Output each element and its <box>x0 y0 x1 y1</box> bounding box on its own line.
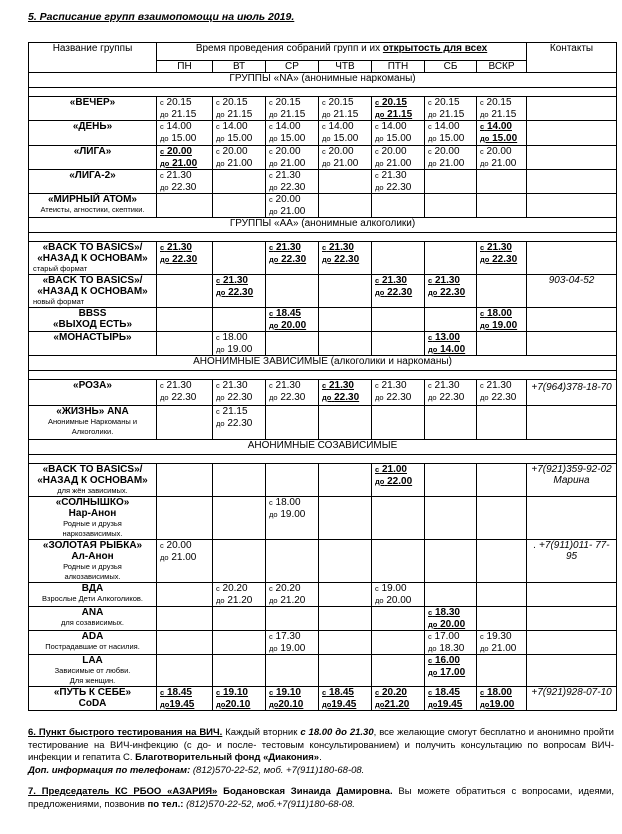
time-cell: с 18.00 до 19.00 <box>266 497 319 540</box>
time-cell: с 14.00 до 15.00 <box>213 121 266 146</box>
time-cell: с 20.15 до 21.15 <box>266 97 319 121</box>
time-cell-empty <box>213 655 266 687</box>
section-header-aa: ГРУППЫ «АА» (анонимные алкоголики) <box>29 218 617 233</box>
time-cell-empty <box>425 308 477 332</box>
time-cell: с 21.30 до 22.30 <box>213 380 266 406</box>
group-description: Пострадавшие от насилия. <box>45 642 140 651</box>
day-header: СБ <box>425 61 477 73</box>
time-cell-empty <box>266 406 319 440</box>
group-name-cell <box>29 631 157 655</box>
group-name-cell <box>29 380 157 406</box>
time-cell-open: с 18.30 до 20.00 <box>425 607 477 631</box>
time-cell-empty <box>477 655 527 687</box>
section-header-na: ГРУППЫ «NA» (анонимные наркоманы) <box>29 73 617 88</box>
group-description: для созависимых. <box>61 618 124 627</box>
table-row <box>29 583 617 607</box>
info-phones: (812)570-22-52, моб. +7(911)180-68-08. <box>190 764 365 776</box>
group-name: Нар-Анон <box>68 508 117 519</box>
time-cell-empty <box>319 583 372 607</box>
time-cell-open: с 19.10 до20.10 <box>266 687 319 711</box>
column-header-contacts: Контакты <box>527 43 617 73</box>
group-name: «BACK TO BASICS»/ <box>42 275 143 286</box>
time-cell-empty <box>372 497 425 540</box>
time-cell-open: с 21.30 до 22.30 <box>319 242 372 275</box>
time-cell: с 21.30 до 22.30 <box>372 170 425 194</box>
group-description: новый формат <box>33 297 85 306</box>
contact-cell <box>527 607 617 631</box>
contact-cell <box>527 655 617 687</box>
day-header: ПН <box>157 61 213 73</box>
time-cell-empty <box>372 607 425 631</box>
column-header-time: Время проведения собраний групп и их открытость для всех <box>157 43 527 61</box>
time-cell-empty <box>319 540 372 583</box>
group-name-cell <box>29 687 157 711</box>
time-cell: с 20.00 до 21.00 <box>266 146 319 170</box>
time-cell-open: с 21.30 до 22.30 <box>319 380 372 406</box>
time-cell-empty <box>213 194 266 218</box>
group-name: ADA <box>81 631 104 642</box>
time-cell-empty <box>477 194 527 218</box>
time-cell-empty <box>157 332 213 356</box>
time-cell-open: с 21.30 до 22.30 <box>425 275 477 308</box>
table-row <box>29 308 617 332</box>
contact-cell: +7(921)928-07-10 <box>527 687 617 711</box>
contact-cell <box>527 406 617 440</box>
time-cell-empty <box>213 540 266 583</box>
table-row <box>29 540 617 583</box>
time-cell: с 21.15 до 22.30 <box>213 406 266 440</box>
time-cell: с 21.30 до 22.30 <box>477 380 527 406</box>
tel-label: по тел.: <box>147 798 184 810</box>
paragraph-text: . <box>319 752 322 763</box>
group-name: «ПУТЬ К СЕБЕ» <box>53 687 132 698</box>
time-cell: с 20.00 до 21.00 <box>157 540 213 583</box>
group-name-cell <box>29 146 157 170</box>
contact-cell <box>527 583 617 607</box>
day-header: ЧТВ <box>319 61 372 73</box>
time-cell-empty <box>372 242 425 275</box>
time-cell: с 20.00 до 21.00 <box>477 146 527 170</box>
time-cell-empty <box>425 170 477 194</box>
contact-cell <box>527 308 617 332</box>
group-description: Родные и друзья <box>63 562 122 571</box>
group-name-cell <box>29 464 157 497</box>
spacer <box>29 371 617 380</box>
group-description: Для женщин. <box>69 676 116 685</box>
time-cell-empty <box>319 655 372 687</box>
table-row <box>29 380 617 406</box>
contact-cell <box>527 146 617 170</box>
time-cell-empty <box>477 540 527 583</box>
hiv-testing-paragraph <box>28 727 614 777</box>
time-cell-empty <box>213 464 266 497</box>
time-cell-empty <box>157 497 213 540</box>
info-label: Доп. информация по телефонам: <box>28 764 191 776</box>
contact-cell <box>527 332 617 356</box>
group-description: алкозависимых. <box>64 572 121 581</box>
group-name: «СОЛНЫШКО» <box>55 497 130 508</box>
table-row <box>29 497 617 540</box>
time-cell-open: с 21.00 до 22.00 <box>372 464 425 497</box>
time-cell: с 21.30 до 22.30 <box>425 380 477 406</box>
table-row <box>29 607 617 631</box>
group-description: для жён зависимых. <box>57 486 128 495</box>
group-name: «НАЗАД К ОСНОВАМ» <box>37 286 148 297</box>
time-cell-empty <box>319 332 372 356</box>
time-cell: с 21.30 до 22.30 <box>266 170 319 194</box>
group-name-cell <box>29 242 157 275</box>
time-cell-empty <box>477 275 527 308</box>
time-cell-empty <box>372 332 425 356</box>
chairman-title: 7. Председатель КС РБОО «АЗАРИЯ» <box>28 786 218 797</box>
time-cell-empty <box>157 583 213 607</box>
group-name-cell <box>29 308 157 332</box>
table-row <box>29 275 617 308</box>
time-cell-empty <box>477 170 527 194</box>
time-cell-empty <box>425 583 477 607</box>
group-name: ANA <box>81 607 104 618</box>
chairman-paragraph <box>28 786 614 811</box>
paragraph-text: , все желающие смогут бесплатно и анонимно пройти тестирование на ВИЧ-инфекцию (с до- и после- тестовым консультированием) и получить консультацию по вопросам ВИЧ-инфекции и гепатита С. <box>28 727 614 763</box>
time-cell-open: с 21.30 до 22.30 <box>157 242 213 275</box>
time-cell-empty <box>157 464 213 497</box>
time-cell: с 14.00 до 15.00 <box>266 121 319 146</box>
group-description: Родные и друзья <box>63 519 122 528</box>
time-cell-empty <box>425 242 477 275</box>
time-cell-empty <box>425 497 477 540</box>
group-name: «ВЕЧЕР» <box>69 97 116 108</box>
time-cell-empty <box>477 607 527 631</box>
time-cell: с 19.00 до 20.00 <box>372 583 425 607</box>
section-header-codependent: АНОНИМНЫЕ СОЗАВИСИМЫЕ <box>29 440 617 455</box>
time-cell-empty <box>425 464 477 497</box>
table-row <box>29 631 617 655</box>
time-cell-empty <box>266 655 319 687</box>
table-row <box>29 121 617 146</box>
contact-cell <box>527 97 617 121</box>
time-cell-empty <box>157 194 213 218</box>
time-cell-empty <box>157 655 213 687</box>
time-cell: с 19.30 до 21.00 <box>477 631 527 655</box>
group-name-cell <box>29 406 157 440</box>
time-cell-open: с 18.45 до19.45 <box>425 687 477 711</box>
time-cell-open: с 18.45 до19.45 <box>319 687 372 711</box>
time-cell-empty <box>213 308 266 332</box>
time-cell: с 14.00 до 15.00 <box>372 121 425 146</box>
group-name: CoDA <box>78 698 107 709</box>
time-cell-open: с 16.00 до 17.00 <box>425 655 477 687</box>
time-cell: с 20.15 до 21.15 <box>425 97 477 121</box>
time-cell-empty <box>266 607 319 631</box>
time-cell-empty <box>319 607 372 631</box>
group-name-cell <box>29 121 157 146</box>
time-cell: с 20.00 до 21.00 <box>213 146 266 170</box>
table-row <box>29 170 617 194</box>
chairman-phones: (812)570-22-52, моб.+7(911)180-68-08. <box>183 798 355 810</box>
group-name: «BACK TO BASICS»/ <box>42 464 143 475</box>
time-cell: с 18.00 до 19.00 <box>213 332 266 356</box>
time-cell-open: с 18.45 до 20.00 <box>266 308 319 332</box>
time-cell-empty <box>266 464 319 497</box>
testing-time: с 18.00 до 21.30 <box>300 727 374 738</box>
time-cell: с 20.20 до 21.20 <box>213 583 266 607</box>
time-cell: с 21.30 до 22.30 <box>266 380 319 406</box>
group-name-cell <box>29 540 157 583</box>
time-cell-empty <box>157 607 213 631</box>
table-row <box>29 97 617 121</box>
group-name: «ЖИЗНЬ» ANA <box>56 406 129 417</box>
time-cell-empty <box>425 194 477 218</box>
group-name: «ДЕНЬ» <box>72 121 113 132</box>
schedule-table <box>28 42 617 711</box>
group-name: «НАЗАД К ОСНОВАМ» <box>37 253 148 264</box>
time-cell-empty <box>372 308 425 332</box>
time-cell-open: с 13.00 до 14.00 <box>425 332 477 356</box>
time-cell-empty <box>213 170 266 194</box>
chairman-name: Бодановская Зинаида Дамировна. <box>217 786 393 797</box>
group-name: «ЛИГА-2» <box>69 170 116 181</box>
group-name-cell <box>29 583 157 607</box>
paragraph-text: Каждый вторник <box>222 727 301 738</box>
time-cell-empty <box>372 631 425 655</box>
time-cell-empty <box>477 332 527 356</box>
group-description: наркозависимых. <box>62 529 123 538</box>
time-cell-empty <box>372 406 425 440</box>
group-name: «РОЗА» <box>73 380 112 391</box>
schedule-heading: 5. Расписание групп взаимопомощи на июль 2019. <box>28 11 295 23</box>
time-cell: с 17.00 до 18.30 <box>425 631 477 655</box>
time-cell: с 20.15 до 21.15 <box>477 97 527 121</box>
group-name: BBSS <box>78 308 107 319</box>
table-row <box>29 146 617 170</box>
time-cell: с 21.30 до 22.30 <box>372 380 425 406</box>
time-cell-empty <box>157 275 213 308</box>
time-cell: с 21.30 до 22.30 <box>157 380 213 406</box>
time-cell-open: с 20.15 до 21.15 <box>372 97 425 121</box>
time-cell-open: с 18.00 до 19.00 <box>477 308 527 332</box>
time-cell: с 20.20 до 21.20 <box>266 583 319 607</box>
group-name-cell <box>29 497 157 540</box>
day-header: ВТ <box>213 61 266 73</box>
contact-cell: +7(921)359-92-02 Марина <box>527 464 617 497</box>
spacer <box>29 233 617 242</box>
time-cell-empty <box>319 275 372 308</box>
time-cell-empty <box>425 406 477 440</box>
group-description: Анонимные Наркоманы и Алкоголики. <box>47 417 138 436</box>
time-cell: с 14.00 до 15.00 <box>157 121 213 146</box>
time-cell-empty <box>319 406 372 440</box>
time-cell: с 14.00 до 15.00 <box>425 121 477 146</box>
time-cell-empty <box>477 583 527 607</box>
time-cell-empty <box>319 497 372 540</box>
group-name-cell <box>29 97 157 121</box>
time-cell-open: с 18.00 до19.00 <box>477 687 527 711</box>
time-cell-empty <box>319 194 372 218</box>
group-name-cell <box>29 332 157 356</box>
time-cell-empty <box>319 631 372 655</box>
contact-cell: 903-04-52 <box>527 275 617 308</box>
time-cell-empty <box>157 308 213 332</box>
hiv-testing-title: 6. Пункт быстрого тестирования на ВИЧ. <box>28 727 223 738</box>
group-name: «МИРНЫЙ АТОМ» <box>48 194 137 205</box>
time-cell-empty <box>425 540 477 583</box>
time-cell-empty <box>319 170 372 194</box>
group-description: старый формат <box>33 264 88 273</box>
table-row <box>29 242 617 275</box>
day-header: СР <box>266 61 319 73</box>
time-cell-empty <box>319 308 372 332</box>
time-cell: с 14.00 до 15.00 <box>319 121 372 146</box>
time-cell-empty <box>477 464 527 497</box>
table-row <box>29 406 617 440</box>
contact-cell: . +7(911)011- 77- 95 <box>527 540 617 583</box>
group-name: «BACK TO BASICS»/ <box>42 242 143 253</box>
time-cell-open: с 20.00 до 21.00 <box>157 146 213 170</box>
time-cell: с 20.15 до 21.15 <box>319 97 372 121</box>
time-cell-empty <box>319 464 372 497</box>
fund-name: Благотворительный фонд «Диакония» <box>135 752 320 763</box>
group-name-cell <box>29 194 157 218</box>
time-cell-empty <box>372 655 425 687</box>
time-cell-empty <box>266 540 319 583</box>
group-name: «МОНАСТЫРЬ» <box>53 332 132 343</box>
group-name-cell <box>29 275 157 308</box>
day-header: ВСКР <box>477 61 527 73</box>
group-description: Взрослые Дети Алкоголиков. <box>42 594 143 603</box>
section-header-dependent: АНОНИМНЫЕ ЗАВИСИМЫЕ (алкоголики и наркоманы) <box>29 356 617 371</box>
time-cell-open: с 14.00 до 15.00 <box>477 121 527 146</box>
spacer <box>29 455 617 464</box>
time-cell-empty <box>266 275 319 308</box>
group-name: Ал-Анон <box>71 551 114 562</box>
contact-cell <box>527 242 617 275</box>
time-cell-open: с 21.30 до 22.30 <box>477 242 527 275</box>
table-row <box>29 332 617 356</box>
group-name: «ЛИГА» <box>73 146 112 157</box>
time-cell-empty <box>477 497 527 540</box>
contact-cell <box>527 121 617 146</box>
column-header-name: Название группы <box>29 43 157 73</box>
time-cell: с 20.00 до 21.00 <box>425 146 477 170</box>
group-name-cell <box>29 655 157 687</box>
time-cell-open: с 21.30 до 22.30 <box>372 275 425 308</box>
time-cell: с 20.00 до 21.00 <box>372 146 425 170</box>
table-row <box>29 464 617 497</box>
time-cell-open: с 19.10 до20.10 <box>213 687 266 711</box>
time-cell: с 20.15 до 21.15 <box>213 97 266 121</box>
time-cell-empty <box>157 406 213 440</box>
day-header: ПТН <box>372 61 425 73</box>
contact-cell: +7(964)378-18-70 <box>527 380 617 406</box>
time-cell-open: с 21.30 до 22.30 <box>266 242 319 275</box>
contact-cell <box>527 631 617 655</box>
table-row <box>29 655 617 687</box>
time-cell-open: с 18.45 до19.45 <box>157 687 213 711</box>
time-cell: с 20.00 до 21.00 <box>266 194 319 218</box>
time-cell: с 21.30 до 22.30 <box>157 170 213 194</box>
contact-cell <box>527 194 617 218</box>
time-cell-open: с 21.30 до 22.30 <box>213 275 266 308</box>
group-description: Зависимые от любви. <box>54 666 131 675</box>
spacer <box>29 88 617 97</box>
time-cell-empty <box>372 540 425 583</box>
time-cell-empty <box>157 631 213 655</box>
group-name: ВДА <box>81 583 104 594</box>
group-description: Атеисты, агностики, скептики. <box>40 205 145 214</box>
group-name: «ЗОЛОТАЯ РЫБКА» <box>42 540 143 551</box>
time-cell: с 20.00 до 21.00 <box>319 146 372 170</box>
time-cell-empty <box>213 607 266 631</box>
time-cell-open: с 20.20 до21.20 <box>372 687 425 711</box>
table-row <box>29 194 617 218</box>
group-name: LAA <box>82 655 103 666</box>
time-cell: с 17.30 до 19.00 <box>266 631 319 655</box>
time-cell-empty <box>266 332 319 356</box>
group-name-cell <box>29 170 157 194</box>
time-cell-empty <box>372 194 425 218</box>
time-cell-empty <box>213 497 266 540</box>
time-cell-empty <box>213 631 266 655</box>
table-row <box>29 687 617 711</box>
time-cell-empty <box>213 242 266 275</box>
paragraph-text: Вы можете обратиться с вопросами, идеями, предложениями, позвонив <box>28 786 615 810</box>
time-cell: с 20.15 до 21.15 <box>157 97 213 121</box>
contact-cell <box>527 497 617 540</box>
group-name: «НАЗАД К ОСНОВАМ» <box>37 475 148 486</box>
group-name: «ВЫХОД ЕСТЬ» <box>52 319 133 330</box>
contact-cell <box>527 170 617 194</box>
time-cell-empty <box>477 406 527 440</box>
group-name-cell <box>29 607 157 631</box>
